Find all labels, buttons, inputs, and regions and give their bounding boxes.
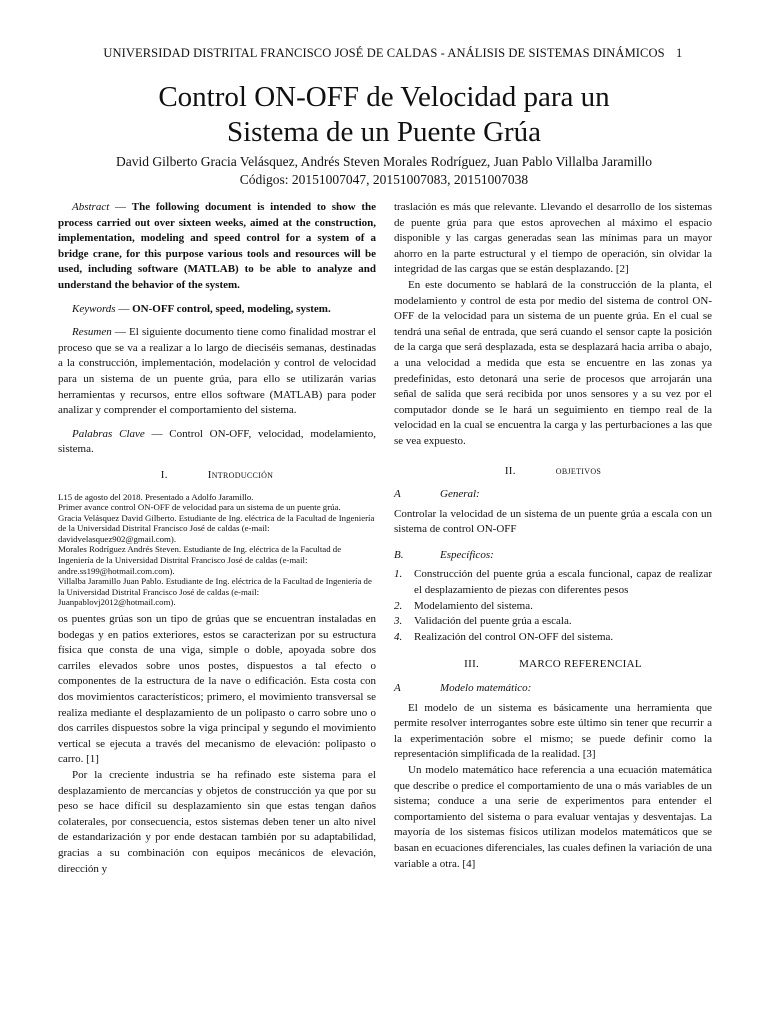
subsection-letter: A [394, 682, 401, 695]
list-number: 1. [394, 568, 403, 581]
footnote: Primer avance control ON-OFF de velocidad para un sistema de un puente grúa. [58, 502, 341, 513]
section-number: II. [504, 464, 516, 477]
student-codes: Códigos: 20151007047, 20151007083, 20151007038 [239, 172, 529, 187]
abstract: Abstract — The following document is intended to show the process carried out over sixteen weeks, aimed at the construction, implementation, modeling and speed control for a system of a bridge crane, for this purpose various tools and resources will be used, including software (MATLAB) to be able to analyze and understand the behavior of the system. [58, 201, 377, 291]
running-header: UNIVERSIDAD DISTRITAL FRANCISCO JOSÉ DE CALDAS - ANÁLISIS DE SISTEMAS DINÁMICOS [103, 46, 665, 60]
section-title: objetivos [555, 464, 602, 477]
intro-paragraph-3: traslación es más que relevante. Llevando el desarrollo de los sistemas de puente grúa para que estos aprovechen al máximo el espacio disponible y las cargas generadas sean las mínimas para un mayor ahorro en la parte estructural y el tiempo de operación, sin olvidar la integridad de las cargas que se están desplazando. [2] [394, 201, 712, 276]
footnote: L15 de agosto del 2018. Presentado a Adolfo Jaramillo. [58, 491, 254, 502]
keywords: Keywords — ON-OFF control, speed, modeling, system. [72, 302, 331, 315]
section-number: I. [160, 468, 168, 481]
list-text: Validación del puente grúa a escala. [414, 615, 572, 628]
section-title: MARCO REFERENCIAL [519, 658, 642, 671]
palabras-clave: Palabras Clave — Control ON-OFF, velocidad, modelamiento, sistema. [58, 427, 376, 456]
paper-title [60, 80, 708, 150]
intro-paragraph-2: Por la creciente industria se ha refinado este sistema para el desplazamiento de mercancías y objetos de construcción ya que por su peso se hace difícil su desplazamiento sin que estas tengan daños colaterales, por consecuencia, estos sistemas deben tener un alto nivel de estandarización y por ende destacan también por su adaptabilidad, gracias a su combinación con equipos mecánicos de elevación, dirección y [58, 768, 376, 875]
title-line-1: Control ON-OFF de Velocidad para un [158, 81, 610, 113]
resumen-text: El siguiente documento tiene como finalidad mostrar el proceso que se va a realizar a lo largo de dieciséis semanas, destinadas a la construcción, implementación, modelación y control de velocidad para un sistema de un puente grúa, para ello se utilizarán varias herramientas y recursos, entre ellos software (MATLAB) para poder analizar y comprender el comportamiento del sistema. [58, 326, 376, 417]
intro-paragraph-4: En este documento se hablará de la construcción de la planta, el modelamiento y control de esta por medio del sistema de control ON-OFF de la velocidad para un sistema de un puente grúa. En el cual se tendrá una señal de entrada, que será cuando el sensor capte la posición de la carga que será desplazada, esta se desplazará hacia arriba o abajo, a una velocidad a medida que esta se encuentre en las zonas ya predefinidas, esto detonará una serie de procesos que arrojarán una señal de salida que será recibida por unos sensores y a su vez por el computador donde se le hará un seguimiento en tiempo real de la velocidad en la cual se encuentra la carga y las perturbaciones a las que se vea expuesto. [394, 278, 712, 447]
list-item [394, 630, 712, 646]
footnote: Gracia Velásquez David Gilberto. Estudiante de Ing. eléctrica de la Facultad de Ingeniería de la Universidad Distrital Francisco José de caldas (e-mail: davidvelasquez902@gmail.com). [58, 512, 375, 544]
resumen: Resumen — El siguiente documento tiene como finalidad mostrar el proceso que se va a realizar a lo largo de dieciséis semanas, destinadas a la construcción, implementación, modelación y control de velocidad para un sistema de un puente grúa, para ello se utilizarán varias herramientas y recursos, entre ellos software (MATLAB) para poder analizar y comprender el comportamiento del sistema. [58, 326, 376, 417]
section-title: Introducción [207, 468, 274, 481]
marco-paragraph-2: Un modelo matemático hace referencia a una ecuación matemática que describe o predice el comportamiento de una o más variables de un sistema; conduce a una serie de experimentos para entender el comportamiento del sistema o para evaluar ventajas y desventajas. La mayoría de los sistemas físicos utilizan modelos matemáticos que se basan en ecuaciones diferenciales, las cuales definen la variación de una variable a otra. [4] [394, 764, 712, 870]
palabras-clave-text: Control ON-OFF, velocidad, modelamiento, sistema. [58, 427, 376, 456]
page-number: 1 [676, 46, 683, 60]
list-number: 3. [394, 615, 403, 628]
list-item [394, 567, 712, 598]
list-text: Construcción del puente grúa a escala funcional, capaz de realizar el desplazamiento de piezas con diferentes pesos [414, 568, 712, 597]
keywords-label: Keywords [72, 302, 116, 315]
list-text: Realización del control ON-OFF del sistema. [414, 630, 614, 643]
marco-paragraph-1: El modelo de un sistema es básicamente una herramienta que permite resolver interrogantes sobre este último sin tener que recurrir a la experimentación sobre el mismo; se puede definir como la representación simplificada de la realidad. [3] [394, 701, 712, 761]
right-column [394, 200, 712, 872]
author-block [40, 153, 728, 189]
subsection-heading-especificos [394, 548, 712, 564]
list-item [394, 614, 712, 630]
subsection-heading-modelo [394, 681, 712, 697]
intro-paragraph-1: os puentes grúas son un tipo de grúas que se encuentran instaladas en bodegas y en patios exteriores, estos se caracterizan por su estructura física que consta de una viga, simple o doble, apoyada sobre dos carriles elevados sobre unos postes, dispuestos a tal efecto o componentes de la estructura de la nave o edificación. Esta costa con dos movimientos característicos; primero, el movimiento transversal se realiza mediante el desplazamiento de un polipasto o carro sobre uno o dos carriles dispuestos sobre la viga principal y segundo el movimiento vertical se ejecuta a través del mecanismo de elevación: polipasto o carro. [1] [58, 613, 376, 766]
section-number: III. [464, 658, 480, 671]
subsection-letter: A [394, 488, 401, 501]
section-heading-objetivos [394, 464, 712, 480]
general-objective: Controlar la velocidad de un sistema de un puente grúa a escala con un sistema de control ON-OFF [394, 507, 712, 536]
authors: David Gilberto Gracia Velásquez, Andrés Steven Morales Rodríguez, Juan Pablo Villalba Jaramillo [116, 154, 652, 169]
resumen-label: Resumen [72, 326, 112, 339]
subsection-title: Modelo matemático: [440, 682, 532, 695]
footnote: Villalba Jaramillo Juan Pablo. Estudiante de Ing. eléctrica de la Facultad de Ingeniería de la Universidad Distrital Francisco José de caldas (e-mail: Juanpablovj2012@hotmail.com). [58, 576, 372, 608]
section-heading-marco-referencial [394, 657, 712, 673]
list-number: 2. [394, 599, 403, 612]
abstract-text: The following document is intended to show the process carried out over sixteen weeks, aimed at the construction, implementation, modeling and speed control for a system of a bridge crane, for this purpose various tools and resources will be used, including software (MATLAB) to be able to analyze and understand the behavior of the system. [58, 201, 377, 291]
list-text: Modelamiento del sistema. [414, 599, 533, 612]
subsection-title: Específicos: [440, 548, 494, 561]
list-item [394, 599, 712, 615]
section-heading-introduccion [58, 468, 376, 484]
subsection-heading-general [394, 487, 712, 503]
abstract-label: Abstract [72, 201, 110, 213]
subsection-title: General: [440, 488, 480, 501]
list-number: 4. [394, 630, 403, 643]
specific-objectives-list [394, 567, 712, 645]
footnote: Morales Rodríguez Andrés Steven. Estudiante de Ing. eléctrica de la Facultad de Ingeniería de la Universidad Distrital Francisco José de caldas (e-mail: andre.ss199@hotmail.com.com). [58, 544, 342, 576]
left-column [58, 200, 376, 877]
palabras-clave-label: Palabras Clave [72, 427, 145, 440]
subsection-letter: B. [394, 548, 404, 561]
footnote-block [58, 492, 376, 609]
title-line-2: Sistema de un Puente Grúa [226, 116, 542, 148]
keywords-text: ON-OFF control, speed, modeling, system. [132, 302, 331, 315]
